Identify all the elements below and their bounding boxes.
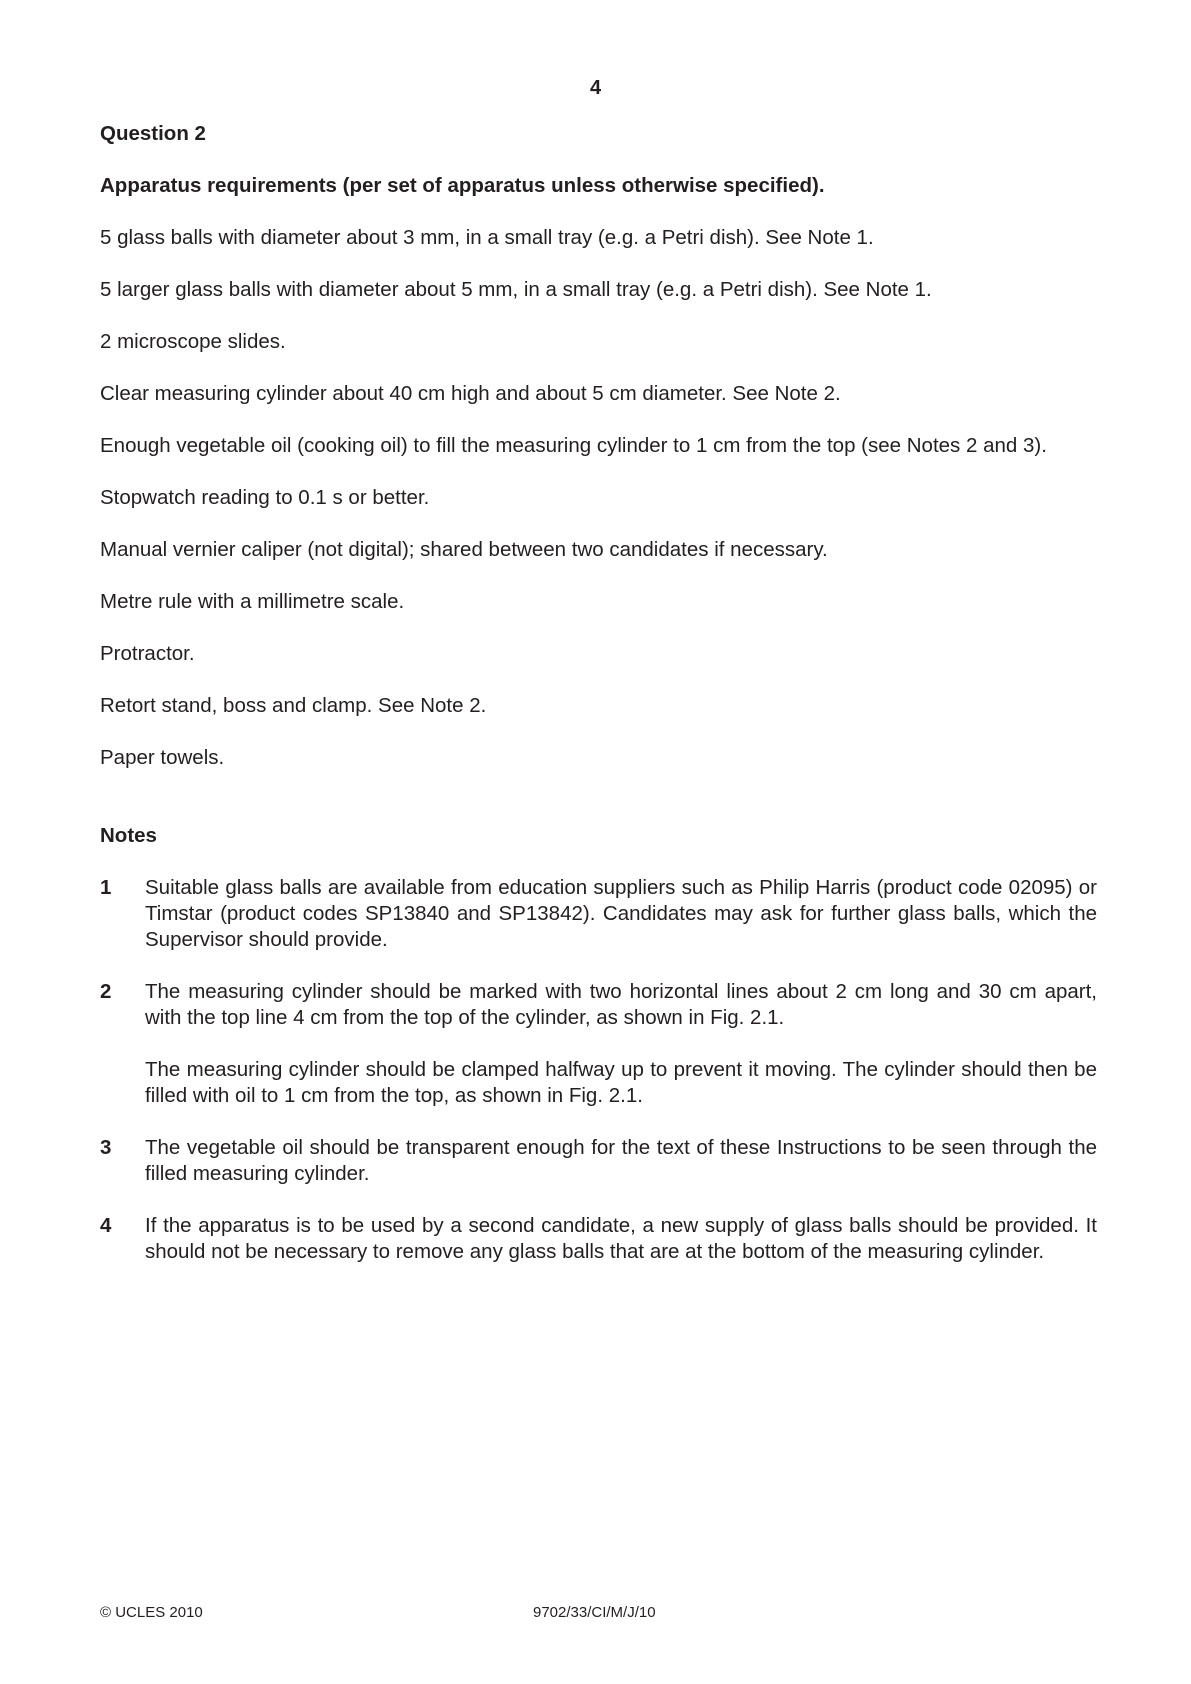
note-paragraph: The vegetable oil should be transparent enough for the text of these Instructions to be seen through the filled measuring cylinder.: [145, 1136, 1097, 1185]
notes-heading: Notes: [100, 824, 157, 847]
note-item: [100, 875, 1097, 953]
requirement-item: 2 microscope slides.: [100, 330, 286, 353]
requirement-item: Protractor.: [100, 642, 195, 665]
requirement-item: Metre rule with a millimetre scale.: [100, 590, 405, 613]
note-body: [145, 979, 1097, 1109]
requirement-item: Retort stand, boss and clamp. See Note 2.: [100, 694, 487, 717]
note-paragraph: The measuring cylinder should be marked with two horizontal lines about 2 cm long and 30 cm apart, with the top line 4 cm from the top of the cylinder, as shown in Fig. 2.1.: [145, 980, 1097, 1029]
requirement-item: 5 larger glass balls with diameter about 5 mm, in a small tray (e.g. a Petri dish). See Note 1.: [100, 278, 932, 301]
requirement-item: Clear measuring cylinder about 40 cm high and about 5 cm diameter. See Note 2.: [100, 382, 841, 405]
question-title: Question 2: [100, 122, 206, 145]
note-body: [145, 1135, 1097, 1187]
note-item: [100, 1213, 1097, 1265]
note-body: [145, 875, 1097, 953]
requirements-heading: Apparatus requirements (per set of apparatus unless otherwise specified).: [100, 174, 825, 197]
page-number: 4: [589, 77, 602, 99]
note-number: 3: [100, 1136, 112, 1159]
requirement-item: Manual vernier caliper (not digital); shared between two candidates if necessary.: [100, 538, 828, 561]
requirements-list: [100, 225, 1097, 771]
note-paragraph: Suitable glass balls are available from education suppliers such as Philip Harris (product code 02095) or Timstar (product codes SP13840 and SP13842). Candidates may ask for further glass balls, which the Supervisor should provide.: [145, 876, 1097, 951]
notes-list: [100, 875, 1097, 1265]
note-number: 1: [100, 876, 112, 899]
requirement-item: 5 glass balls with diameter about 3 mm, in a small tray (e.g. a Petri dish). See Note 1.: [100, 226, 874, 249]
requirement-item: Paper towels.: [100, 746, 225, 769]
document-body: [100, 121, 1097, 1265]
note-number: 2: [100, 980, 112, 1003]
requirement-item: Stopwatch reading to 0.1 s or better.: [100, 486, 430, 509]
requirement-item: Enough vegetable oil (cooking oil) to fill the measuring cylinder to 1 cm from the top (see Notes 2 and 3).: [100, 434, 1047, 457]
note-item: [100, 979, 1097, 1109]
footer-paper-code: 9702/33/CI/M/J/10: [533, 1604, 656, 1621]
note-paragraph: If the apparatus is to be used by a second candidate, a new supply of glass balls should be provided. It should not be necessary to remove any glass balls that are at the bottom of the measuring cylinder.: [145, 1214, 1097, 1263]
note-paragraph: The measuring cylinder should be clamped halfway up to prevent it moving. The cylinder should then be filled with oil to 1 cm from the top, as shown in Fig. 2.1.: [145, 1058, 1097, 1107]
note-number: 4: [100, 1214, 112, 1237]
note-body: [145, 1213, 1097, 1265]
footer-copyright: © UCLES 2010: [100, 1604, 203, 1621]
note-item: [100, 1135, 1097, 1187]
